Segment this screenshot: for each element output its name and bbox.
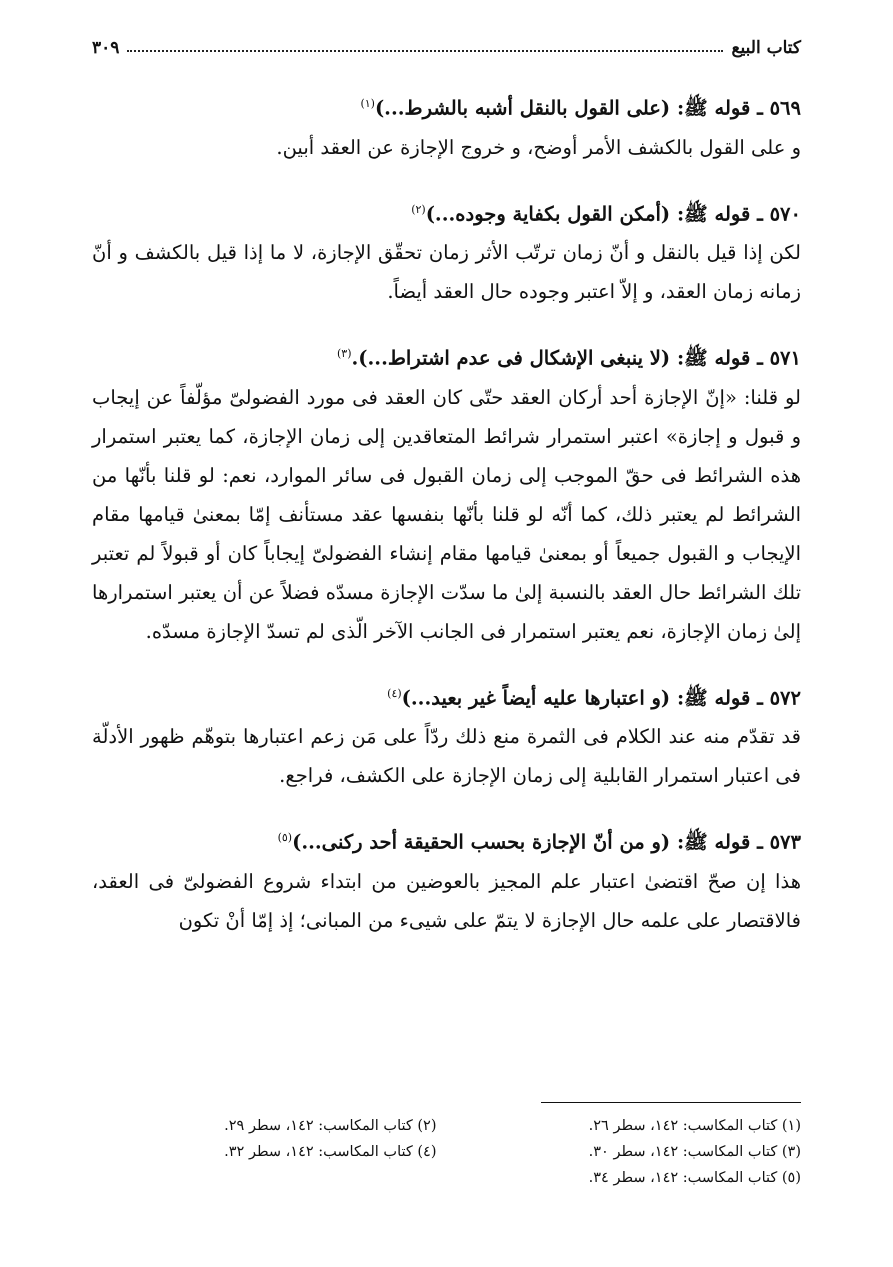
footnote-4: (٤) كتاب المكاسب: ١٤٢، سطر ٣٢.	[224, 1144, 437, 1160]
footnote-1: (١) كتاب المكاسب: ١٤٢، سطر ٢٦.	[588, 1118, 801, 1134]
commentary-entry	[92, 818, 801, 940]
footnote-marker: (٢)	[411, 202, 426, 216]
entry-text: لو قلنا: «إنّ الإجازة أحد أركان العقد حتّى كان العقد فى مورد الفضولىّ مؤلّفاً عن إيجاب و قبول و إجازة» اعتبر استمرار شرائط المتعاقدين إلى زمان الإجازة، كما يعتبر استمرار هذه الشرائط فى حقّ الموجب إلى زمان القبول فى سائر الموارد، نعم: لو قلنا بأنّها من الشرائط لم يعتبر ذلك، كما أنّه لو قلنا بأنّها بنفسها عقد مستأنف إمّا بمعنىٰ قيامها مقام الإيجاب و القبول جميعاً أو بمعنىٰ قيامها مقام إنشاء الفضولىّ إيجاباً كان أو قبولاً لم تعتبر تلك الشرائط حال العقد بالنسبة إلىٰ ما سدّت الإجازة مسدّه فضلاً عن أن يعتبر استمرارها إلىٰ زمان الإجازة، نعم يعتبر استمرار فى الجانب الآخر الّذى لم تسدّ الإجازة مسدّه.	[92, 385, 801, 643]
entry-heading-text: ٥٧١ ـ قوله ﷺ: (لا ينبغى الإشكال فى عدم اشتراط...).	[351, 346, 801, 370]
commentary-entry	[92, 84, 801, 167]
entry-text: هذا إن صحّ اقتضىٰ اعتبار علم المجيز بالعوضين من ابتداء شروع الفضولىّ فى العقد، فالاقتصار على علمه حال الإجازة لا يتمّ على شيىء من المبانى؛ إذ إمّا أنْ تكون	[92, 869, 801, 932]
commentary-entry	[92, 190, 801, 312]
page-number: ٣٠٩	[92, 38, 120, 58]
footnote-list	[92, 1113, 801, 1191]
page-body	[92, 84, 801, 963]
entry-text: قد تقدّم منه عند الكلام فى الثمرة منع ذلك ردّاً على مَن زعم اعتبارها بتوهّم ظهور الأدلّة فى اعتبار استمرار القابلية إلى زمان الإجازة على الكشف، فراجع.	[92, 725, 801, 787]
footnote-marker: (٥)	[277, 831, 293, 844]
entry-heading	[92, 84, 801, 128]
footnote-rule	[541, 1102, 801, 1103]
commentary-entry	[92, 674, 801, 796]
footnote-5: (٥) كتاب المكاسب: ١٤٢، سطر ٣٤.	[588, 1170, 801, 1186]
footnote-2: (٢) كتاب المكاسب: ١٤٢، سطر ٢٩.	[224, 1118, 437, 1134]
entry-heading	[92, 818, 801, 862]
entry-heading-text: ٥٧٢ ـ قوله ﷺ: (و اعتبارها عليه أيضاً غير بعيد...)	[401, 686, 801, 709]
footnote-3: (٣) كتاب المكاسب: ١٤٢، سطر ٣٠.	[588, 1144, 801, 1160]
dotted-leader	[127, 50, 723, 52]
running-head	[92, 34, 801, 62]
entry-heading	[92, 334, 801, 378]
entry-heading-text: ٥٧٣ ـ قوله ﷺ: (و من أنّ الإجازة بحسب الحقيقة أحد ركنى...)	[292, 830, 801, 854]
footnotes	[92, 1102, 801, 1191]
commentary-entry	[92, 334, 801, 651]
running-head-title: كتاب البيع	[731, 38, 801, 58]
footnote-marker: (٤)	[387, 686, 402, 700]
entry-text: لكن إذا قيل بالنقل و أنّ زمان ترتّب الأثر زمان تحقّق الإجازة، لا ما إذا قيل بالكشف و أنّ زمانه زمان العقد، و إلاّ اعتبر وجوده حال العقد أيضاً.	[92, 241, 801, 303]
entry-heading	[92, 190, 801, 234]
entry-heading-text: ٥٦٩ ـ قوله ﷺ: (على القول بالنقل أشبه بالشرط...)	[374, 96, 801, 120]
entry-heading	[92, 674, 801, 718]
entry-text: و على القول بالكشف الأمر أوضح، و خروج الإجازة عن العقد أبين.	[276, 135, 801, 159]
footnote-marker: (٣)	[336, 347, 352, 360]
entry-heading-text: ٥٧٠ ـ قوله ﷺ: (أمكن القول بكفاية وجوده...)	[425, 202, 801, 225]
footnote-marker: (١)	[360, 97, 375, 110]
